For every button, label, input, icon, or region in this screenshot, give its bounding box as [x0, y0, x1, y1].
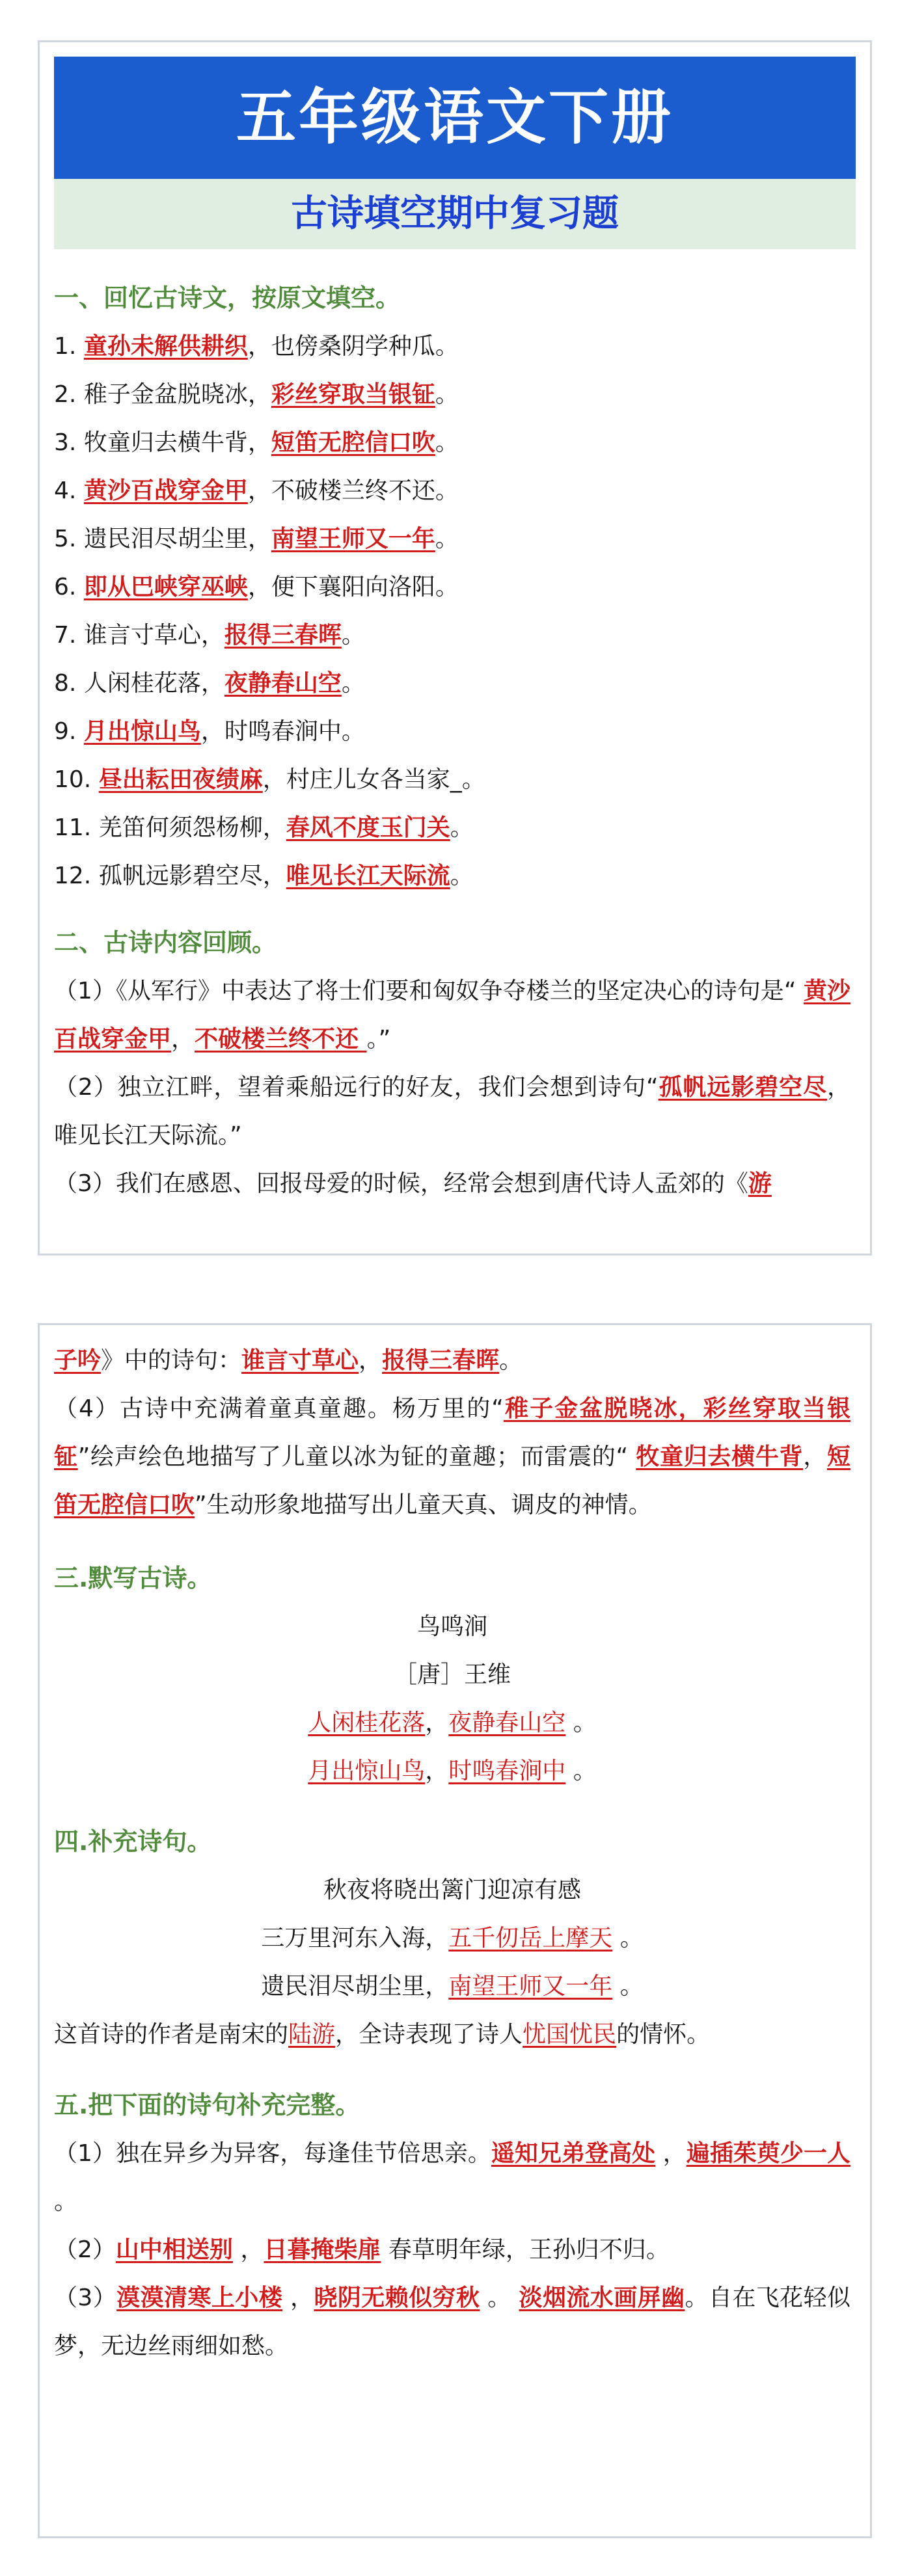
s3-l1-sep: ，	[425, 1710, 449, 1736]
item-number: 2.	[54, 381, 77, 408]
answer-text: 昼出耘田夜绩麻	[98, 766, 263, 793]
s5-q1-end: 。	[54, 2188, 78, 2215]
fill-item	[54, 708, 850, 756]
section-4-heading: 四.补充诗句。	[54, 1827, 212, 1856]
s2-q1-sep: ，	[171, 1026, 195, 1053]
s5-q1-sep: ，	[655, 2140, 687, 2167]
s2-q3-part2	[54, 1337, 850, 1385]
s3-l1-end: 。	[565, 1710, 597, 1736]
s2-q1-text: （1）《从军行》中表达了将士们要和匈奴争夺楼兰的坚定决心的诗句是“	[54, 978, 804, 1004]
s2-q3-answer-1a: 游	[748, 1170, 772, 1197]
prompt-text: ，便下襄阳向洛阳。	[247, 574, 459, 600]
s4-l1-answer: 五千仞岳上摩天	[448, 1925, 613, 1952]
item-number: 4.	[54, 477, 77, 504]
item-number: 7.	[54, 622, 77, 649]
s2-q1-answer-2: 不破楼兰终不还	[195, 1026, 367, 1053]
s4-line-2	[54, 1963, 850, 2011]
answer-text: 春风不度玉门关	[286, 814, 450, 841]
s2-q4-text: （4）古诗中充满着童真童趣。杨万里的“	[54, 1395, 504, 1422]
section-1-heading: 一、回忆古诗文，按原文填空。	[54, 284, 401, 312]
card-page-2	[38, 1323, 872, 2538]
s4-line-1	[54, 1914, 850, 1963]
s2-q4-answer-2: 牧童归去横牛背	[636, 1443, 804, 1470]
s4-p-answer-author: 陆游	[288, 2021, 336, 2048]
s5-q3-sep-2: 。	[480, 2285, 519, 2311]
s3-line-1	[54, 1699, 850, 1747]
s5-q2-num: （2）	[54, 2236, 116, 2263]
s2-q4-end: ”生动形象地描写出儿童天真、调皮的神情。	[195, 1492, 652, 1518]
s2-q2-end: ，唯见长江天际流。”	[54, 1074, 850, 1149]
s2-q3-end: 。	[499, 1347, 523, 1374]
prompt-text: 。	[435, 381, 459, 408]
prompt-text: 牧童归去横牛背，	[83, 429, 271, 456]
answer-text: 报得三春晖	[224, 622, 342, 649]
fill-item	[54, 852, 850, 900]
prompt-text: 谁言寸草心，	[83, 622, 224, 649]
answer-text: 夜静春山空	[224, 670, 342, 697]
s2-q3-mid: 》中的诗句：	[101, 1347, 242, 1374]
s2-q3-answer-1b: 子吟	[54, 1347, 102, 1374]
page-title: 五年级语文下册	[54, 57, 856, 179]
prompt-text: 孤帆远影碧空尽，	[98, 863, 286, 889]
s5-q3-answer-3: 淡烟流水画屏幽	[519, 2285, 685, 2311]
s5-q1	[54, 2130, 850, 2226]
card-page-1	[38, 40, 872, 1255]
s2-q2-answer: 孤帆远影碧空尽	[658, 1074, 827, 1101]
prompt-text: 。	[450, 863, 474, 889]
prompt-text: 。	[450, 814, 474, 841]
answer-text: 月出惊山鸟	[83, 718, 201, 745]
s4-l2-text: 遗民泪尽胡尘里，	[261, 1973, 449, 2000]
section-3-heading: 三.默写古诗。	[54, 1564, 212, 1592]
s4-paragraph	[54, 2011, 850, 2059]
s5-q3-end: 。自在飞花轻似梦，无边丝雨细如愁。	[54, 2285, 851, 2359]
s5-q1-text: （1）独在异乡为异客，每逢佳节倍思亲。	[54, 2140, 491, 2167]
answer-text: 南望王师又一年	[271, 526, 435, 552]
s4-l2-end: 。	[612, 1973, 644, 2000]
page-subtitle: 古诗填空期中复习题	[54, 179, 856, 249]
prompt-text: ，也傍桑阴学种瓜。	[247, 333, 459, 360]
s4-p-text-1: 这首诗的作者是南宋的	[54, 2021, 289, 2048]
item-number: 6.	[54, 574, 77, 600]
fill-item	[54, 756, 850, 804]
s5-q2-end: 春草明年绿，王孙归不归。	[381, 2236, 670, 2263]
s5-q3-sep: ，	[282, 2285, 314, 2311]
s3-l2-answer-a: 月出惊山鸟	[308, 1758, 426, 1784]
prompt-text: ，时鸣春涧中。	[200, 718, 365, 745]
s3-l1-answer-a: 人闲桂花落	[308, 1710, 426, 1736]
s3-line-2	[54, 1747, 850, 1795]
section-5-heading: 五.把下面的诗句补充完整。	[54, 2091, 360, 2119]
s2-q1	[54, 967, 850, 1064]
answer-text: 彩丝穿取当银钲	[271, 381, 435, 408]
prompt-text: 稚子金盆脱晓冰，	[83, 381, 271, 408]
prompt-text: 。	[435, 526, 459, 552]
s2-q4-mid: ”绘声绘色地描写了儿童以冰为钲的童趣；而雷震的“	[77, 1443, 636, 1470]
item-number: 10.	[54, 766, 92, 793]
fill-item	[54, 660, 850, 708]
prompt-text: 人闲桂花落，	[83, 670, 224, 697]
s4-p-text-3: 的情怀。	[616, 2021, 711, 2048]
item-number: 12.	[54, 863, 92, 889]
s3-l2-answer-b: 时鸣春涧中	[448, 1758, 566, 1784]
prompt-text: 。	[341, 670, 365, 697]
s2-q4	[54, 1385, 850, 1529]
item-number: 8.	[54, 670, 77, 697]
s2-q1-end: 。”	[366, 1026, 391, 1053]
section-1-list	[54, 323, 850, 900]
fill-item	[54, 419, 850, 467]
fill-item	[54, 323, 850, 371]
s3-poem-title: 鸟鸣涧	[416, 1613, 487, 1640]
fill-item	[54, 515, 850, 563]
answer-text: 即从巴峡穿巫峡	[83, 574, 248, 600]
s2-q3-answer-2: 谁言寸草心	[241, 1347, 359, 1374]
prompt-text: 遗民泪尽胡尘里，	[83, 526, 271, 552]
s2-q4-sep: ，	[803, 1443, 827, 1470]
s3-l1-answer-b: 夜静春山空	[448, 1710, 566, 1736]
s2-q2	[54, 1064, 850, 1160]
fill-item	[54, 804, 850, 852]
s5-q1-answer-1: 遥知兄弟登高处	[491, 2140, 656, 2167]
s2-q3-part1	[54, 1160, 850, 1208]
answer-text: 短笛无腔信口吹	[271, 429, 435, 456]
answer-text: 黄沙百战穿金甲	[83, 477, 248, 504]
prompt-text: 羌笛何须怨杨柳，	[98, 814, 286, 841]
fill-item	[54, 467, 850, 515]
s5-q3-answer-2: 晓阴无赖似穷秋	[314, 2285, 480, 2311]
s2-q3-text: （3）我们在感恩、回报母爱的时候，经常会想到唐代诗人孟郊的《	[54, 1170, 748, 1197]
s3-l2-end: 。	[565, 1758, 597, 1784]
s5-q2-sep: ，	[232, 2236, 264, 2263]
s2-q4-answer-1: 稚子金盆脱晓冰，彩丝穿取当银钲	[54, 1395, 850, 1470]
item-number: 1.	[54, 333, 77, 360]
s2-q2-text: （2）独立江畔，望着乘船远行的好友，我们会想到诗句“	[54, 1074, 659, 1101]
s5-q3-num: （3）	[54, 2285, 117, 2311]
item-number: 11.	[54, 814, 92, 841]
prompt-text: 。	[435, 429, 459, 456]
s5-q2	[54, 2226, 850, 2274]
item-number: 3.	[54, 429, 77, 456]
s5-q1-answer-2: 遍插茱萸少一人	[686, 2140, 850, 2167]
s2-q3-answer-3: 报得三春晖	[382, 1347, 500, 1374]
answer-text: 童孙未解供耕织	[83, 333, 248, 360]
s2-q4-answer-3: 短笛无腔信口吹	[54, 1443, 850, 1518]
s2-q1-answer-1: 黄沙百战穿金甲	[54, 978, 850, 1053]
s3-author: ［唐］王维	[393, 1661, 511, 1688]
fill-item	[54, 611, 850, 660]
s5-q2-answer-2: 日暮掩柴扉	[264, 2236, 381, 2263]
fill-item	[54, 563, 850, 611]
answer-text: 唯见长江天际流	[286, 863, 450, 889]
s4-poem-title: 秋夜将晓出篱门迎凉有感	[323, 1877, 581, 1903]
prompt-text: 。	[341, 622, 365, 649]
item-number: 5.	[54, 526, 77, 552]
s5-q2-answer-1: 山中相送别	[115, 2236, 233, 2263]
s4-l2-answer: 南望王师又一年	[448, 1973, 613, 2000]
s5-q3-answer-1: 漠漠清寒上小楼	[116, 2285, 283, 2311]
s3-l2-sep: ，	[425, 1758, 449, 1784]
s4-p-answer-feeling: 忧国忧民	[523, 2021, 617, 2048]
s2-q3-sep: ，	[359, 1347, 383, 1374]
s4-p-text-2: ，全诗表现了诗人	[335, 2021, 523, 2048]
s4-l1-text: 三万里河东入海，	[261, 1925, 449, 1952]
fill-item	[54, 371, 850, 419]
s4-l1-end: 。	[612, 1925, 644, 1952]
section-2-heading: 二、古诗内容回顾。	[54, 928, 277, 957]
s5-q3	[54, 2274, 850, 2370]
prompt-text: ，村庄儿女各当家_。	[262, 766, 485, 793]
item-number: 9.	[54, 718, 77, 745]
prompt-text: ，不破楼兰终不还。	[247, 477, 459, 504]
